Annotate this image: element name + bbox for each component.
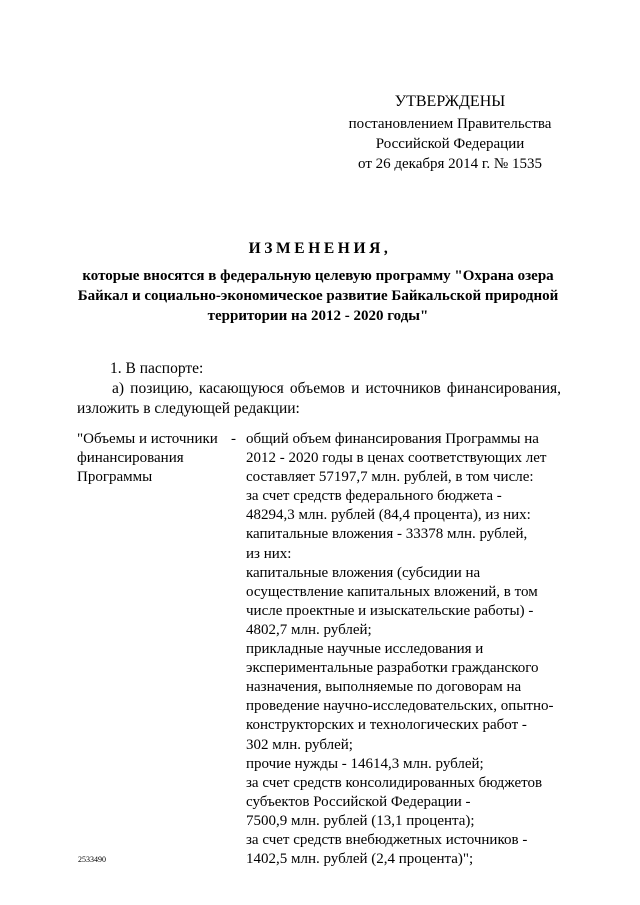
table-right-line: проведение научно-исследовательских, опытно- [246, 698, 554, 715]
table-right-line: 302 млн. рублей; [246, 736, 353, 753]
document-title: ИЗМЕНЕНИЯ, [248, 240, 392, 257]
table-right-line: 2012 - 2020 годы в ценах соответствующих лет [246, 450, 547, 467]
table-right-line: составляет 57197,7 млн. рублей, в том числе: [246, 469, 534, 486]
table-left-line: финансирования [77, 450, 184, 466]
approval-line: от 26 декабря 2014 г. № 1535 [358, 156, 542, 172]
table-right-line: 48294,3 млн. рублей (84,4 процента), из них: [246, 507, 531, 524]
approval-line: постановлением Правительства [348, 116, 552, 132]
table-right-line: 7500,9 млн. рублей (13,1 процента); [246, 812, 475, 829]
table-right-line: 1402,5 млн. рублей (2,4 процента)"; [246, 851, 474, 868]
table-right-line: 4802,7 млн. рублей; [246, 621, 372, 638]
table-right-line: назначения, выполняемые по договорам на [246, 679, 522, 696]
table-right-line: числе проектные и изыскательские работы) - [246, 602, 534, 619]
table-left-line: Программы [77, 469, 153, 485]
section-1a: а) позицию, касающуюся объемов и источников финансирования, изложить в следующей редакции: [77, 380, 561, 417]
table-right-line: за счет средств консолидированных бюджетов [246, 774, 543, 791]
table-right-line: конструкторских и технологических работ - [246, 717, 527, 734]
table-right-line: осуществление капитальных вложений, в том [246, 583, 538, 600]
table-right-line: из них: [246, 545, 292, 562]
table-right-line: за счет средств федерального бюджета - [246, 488, 502, 505]
table-right-line: капитальные вложения (субсидии на [246, 564, 481, 581]
section-1: 1. В паспорте: [110, 360, 204, 377]
document-subtitle: которые вносятся в федеральную целевую программу "Охрана озера Байкал и социально-экономическое развитие Байкальской природной территории на 2012 - 2020 годы" [77, 268, 559, 324]
approval-block [338, 92, 562, 174]
table-dash: - [231, 431, 236, 447]
table-right-line: прикладные научные исследования и [246, 641, 484, 658]
document-number: 2533490 [78, 855, 106, 864]
table-right-line: прочие нужды - 14614,3 млн. рублей; [246, 755, 484, 772]
table-right-line: за счет средств внебюджетных источников - [246, 831, 528, 848]
table-right-line: экспериментальные разработки гражданского [246, 660, 539, 677]
table-right-column [246, 430, 566, 869]
table-right-line: субъектов Российской Федерации - [246, 793, 471, 810]
table-right-line: капитальные вложения - 33378 млн. рублей, [246, 526, 528, 543]
approval-heading: УТВЕРЖДЕНЫ [394, 93, 506, 110]
table-left-line: "Объемы и источники [77, 431, 218, 447]
approval-line: Российской Федерации [375, 136, 525, 152]
table-right-line: общий объем финансирования Программы на [246, 431, 539, 447]
table-left-column [77, 430, 242, 487]
